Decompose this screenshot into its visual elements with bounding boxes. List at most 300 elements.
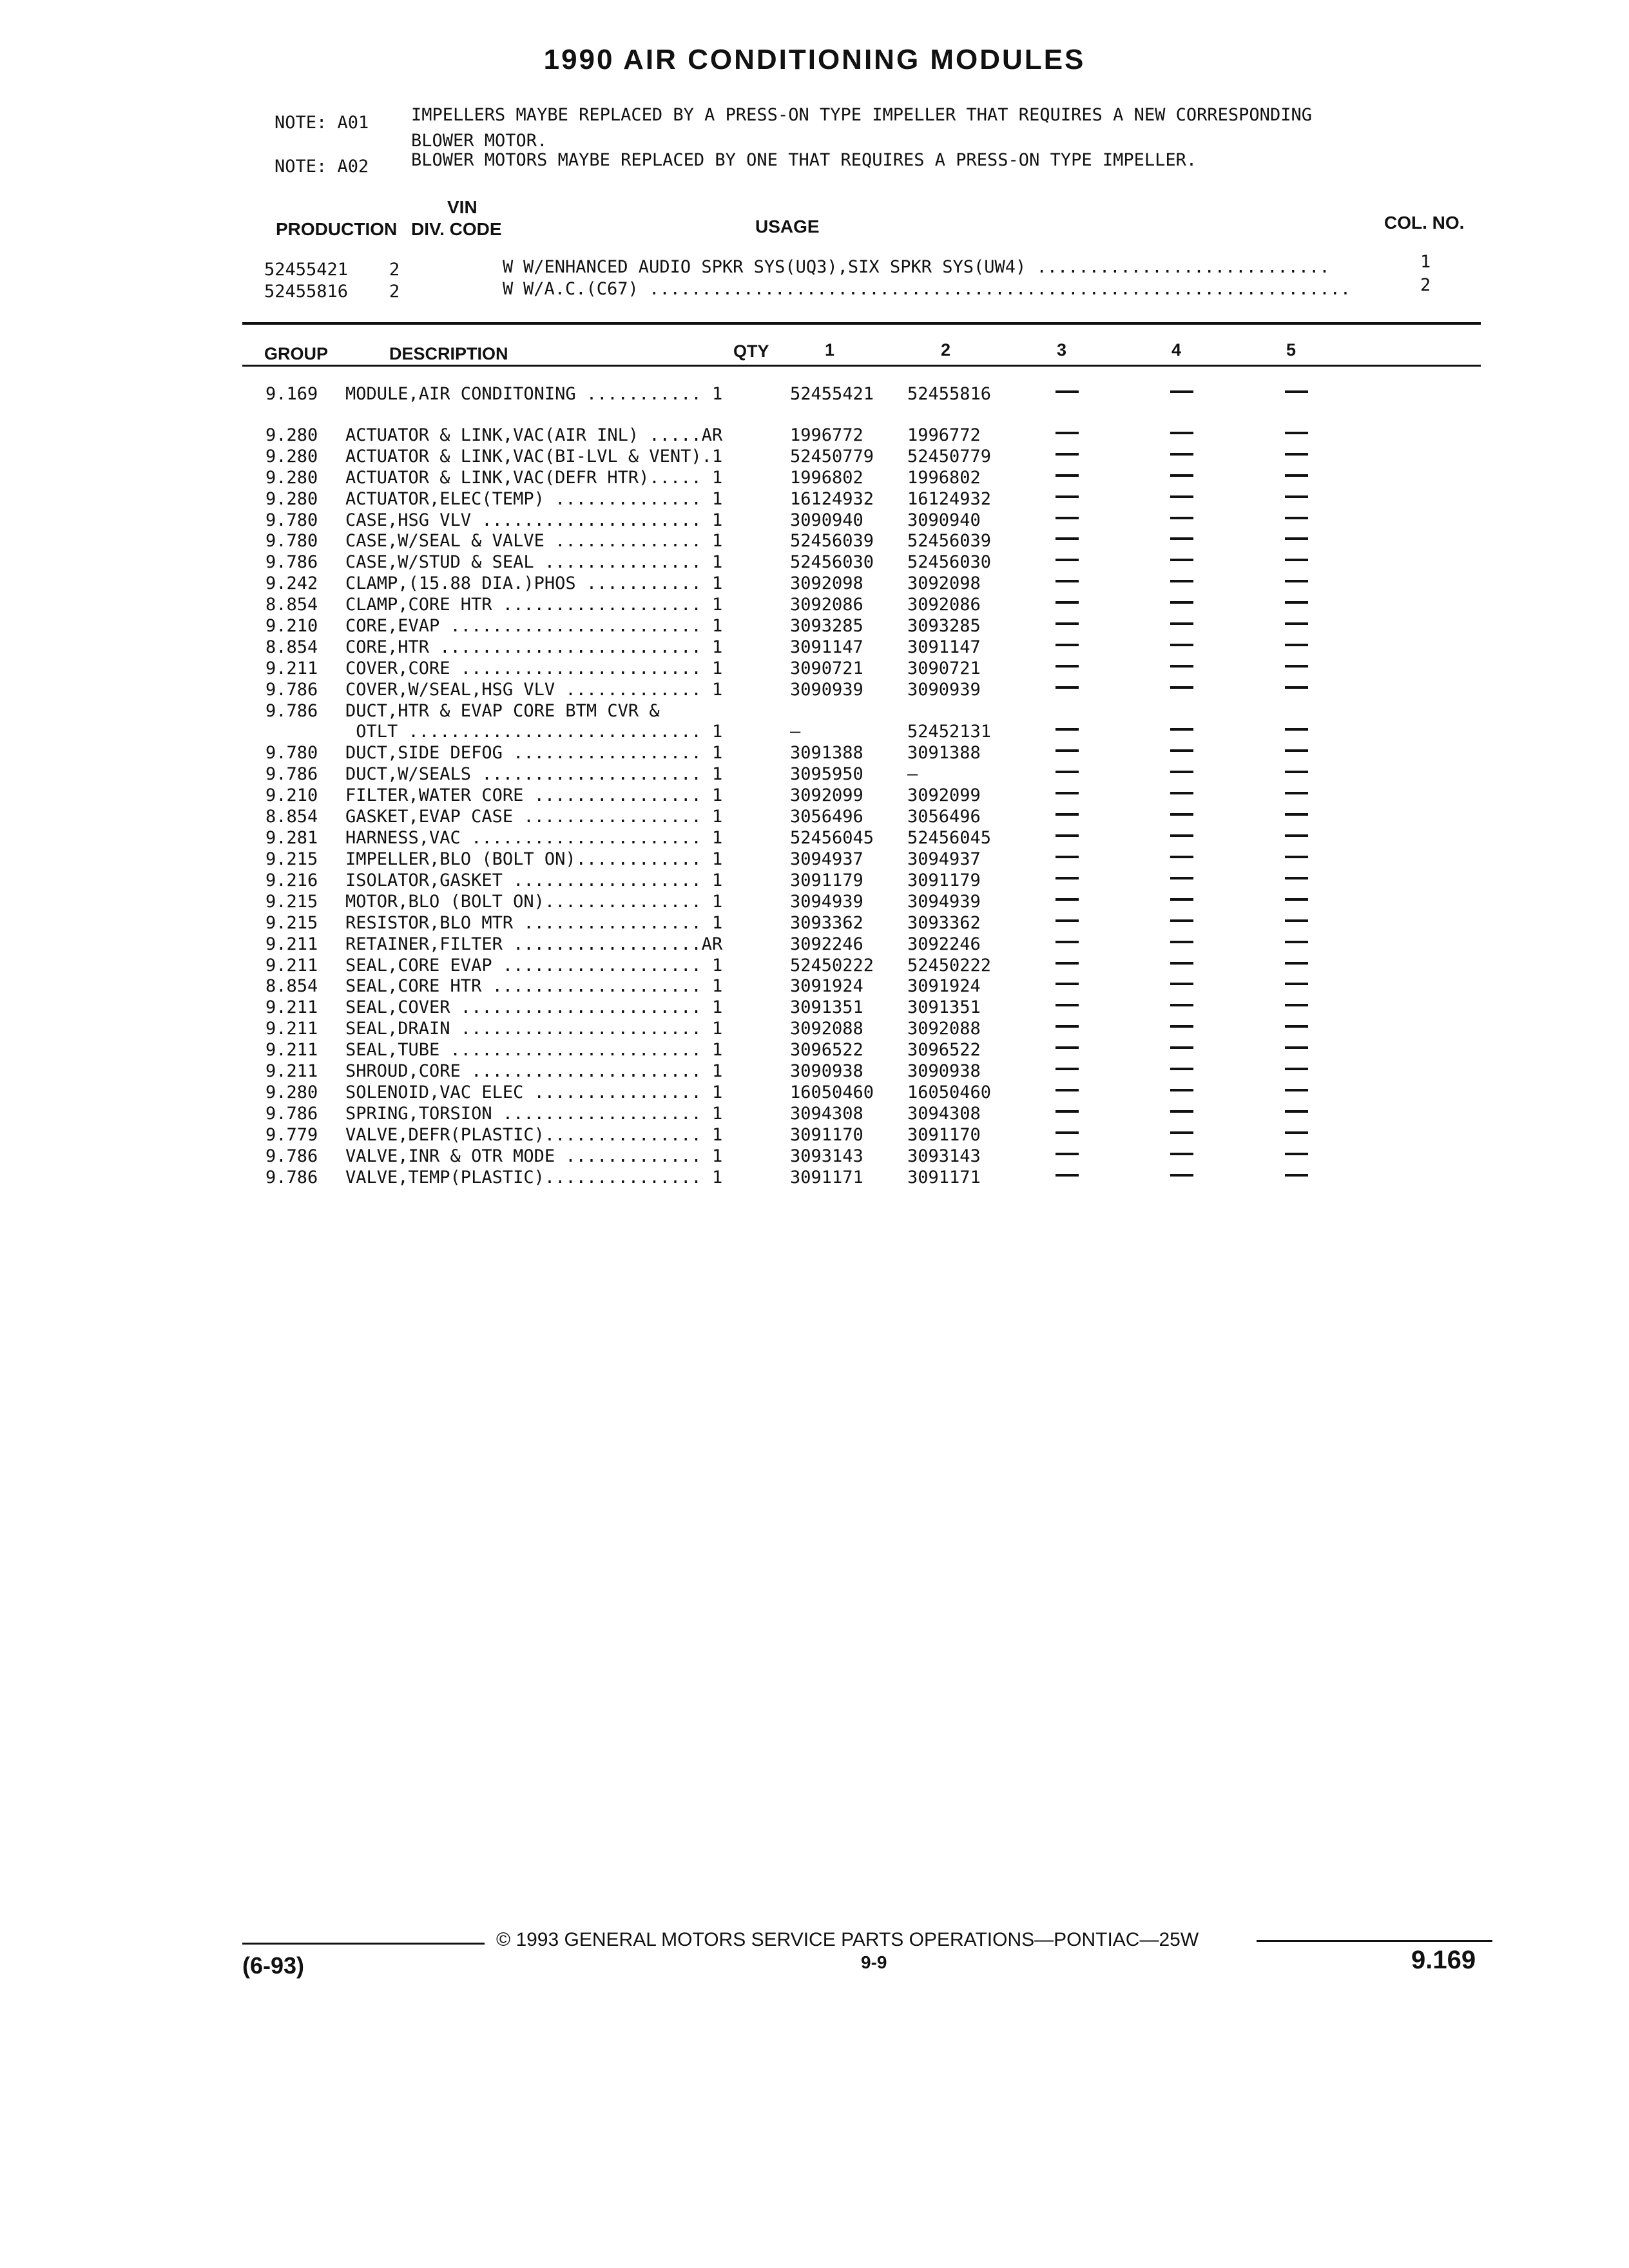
footer-rule-right: [1257, 1940, 1492, 1942]
part-number-col-2: 3093285: [907, 616, 981, 636]
group-cell: 9.786: [265, 1146, 318, 1166]
empty-col-4-dash: [1170, 580, 1193, 582]
table-row: [0, 785, 1629, 806]
part-number-col-2: 1996772: [907, 425, 981, 445]
table-row: [0, 913, 1629, 934]
part-number-col-1: 3091170: [790, 1125, 863, 1145]
table-row: [0, 1061, 1629, 1082]
group-cell: 9.780: [265, 510, 318, 530]
table-row: [0, 680, 1629, 700]
table-row: [0, 489, 1629, 510]
description-cell: SHROUD,CORE ...................... 1: [345, 1061, 723, 1081]
empty-col-4-dash: [1170, 1025, 1193, 1028]
table-top-rule: [242, 322, 1481, 325]
description-cell: CORE,HTR ......................... 1: [345, 637, 723, 657]
description-cell: VALVE,INR & OTR MODE ............. 1: [345, 1146, 723, 1166]
empty-col-4-dash: [1170, 1046, 1193, 1049]
description-cell: VALVE,DEFR(PLASTIC)............... 1: [345, 1125, 723, 1145]
description-cell: DUCT,SIDE DEFOG .................. 1: [345, 743, 723, 763]
table-row: [0, 1019, 1629, 1039]
part-number-col-1: 3094308: [790, 1104, 863, 1124]
empty-col-3-dash: [1055, 665, 1079, 668]
empty-col-3-dash: [1055, 1068, 1079, 1070]
part-number-col-1: 3093143: [790, 1146, 863, 1166]
group-cell: 9.169: [265, 384, 318, 404]
empty-col-4-dash: [1170, 962, 1193, 965]
table-row: [0, 956, 1629, 976]
group-cell: 9.210: [265, 616, 318, 636]
production-number: 52455421: [264, 260, 349, 280]
empty-col-3-dash: [1055, 1174, 1079, 1177]
empty-col-3-dash: [1055, 622, 1079, 625]
empty-col-4-dash: [1170, 792, 1193, 794]
empty-col-4-dash: [1170, 517, 1193, 519]
footer-rule-left: [242, 1943, 485, 1945]
empty-col-4-dash: [1170, 390, 1193, 393]
group-cell: 9.786: [265, 701, 318, 721]
description-cell: VALVE,TEMP(PLASTIC)............... 1: [345, 1168, 723, 1187]
part-number-col-1: 3096522: [790, 1040, 863, 1060]
group-cell: 9.281: [265, 828, 318, 848]
table-row: [0, 637, 1629, 658]
part-number-col-1: 3095950: [790, 764, 863, 784]
part-number-col-1: 3092098: [790, 573, 863, 593]
empty-col-3-dash: [1055, 962, 1079, 965]
description-cell: CASE,HSG VLV ..................... 1: [345, 510, 723, 530]
description-cell: DUCT,W/SEALS ..................... 1: [345, 764, 723, 784]
empty-col-5-dash: [1285, 1153, 1308, 1155]
table-row: [0, 1104, 1629, 1124]
col-5-header: 5: [1286, 340, 1296, 360]
description-cell: CASE,W/SEAL & VALVE .............. 1: [345, 531, 723, 551]
empty-col-4-dash: [1170, 1089, 1193, 1091]
part-number-col-2: 3091351: [907, 997, 981, 1017]
description-cell: ISOLATOR,GASKET .................. 1: [345, 870, 723, 890]
empty-col-4-dash: [1170, 771, 1193, 773]
empty-col-3-dash: [1055, 898, 1079, 901]
description-cell: COVER,W/SEAL,HSG VLV ............. 1: [345, 680, 723, 700]
page-title: 1990 AIR CONDITIONING MODULES: [543, 44, 1086, 75]
empty-col-5-dash: [1285, 941, 1308, 943]
description-cell: MOTOR,BLO (BOLT ON)............... 1: [345, 892, 723, 912]
empty-col-3-dash: [1055, 559, 1079, 561]
group-cell: 9.786: [265, 764, 318, 784]
description-cell: MODULE,AIR CONDITONING ........... 1: [345, 384, 723, 404]
part-number-col-2: 3056496: [907, 807, 981, 827]
part-number-col-1: 3091351: [790, 997, 863, 1017]
group-cell: 9.786: [265, 680, 318, 700]
empty-col-3-dash: [1055, 453, 1079, 456]
group-cell: 9.211: [265, 956, 318, 975]
part-number-col-2: 52452131: [907, 722, 992, 742]
empty-col-4-dash: [1170, 877, 1193, 879]
empty-col-5-dash: [1285, 983, 1308, 985]
part-number-col-1: 16050460: [790, 1082, 874, 1102]
description-header: DESCRIPTION: [389, 344, 508, 363]
empty-col-3-dash: [1055, 771, 1079, 773]
empty-col-4-dash: [1170, 941, 1193, 943]
empty-col-5-dash: [1285, 1110, 1308, 1113]
production-usage: W/A.C.(C67) ...................................................................: [523, 279, 1351, 299]
description-cell: IMPELLER,BLO (BOLT ON)............ 1: [345, 849, 723, 869]
part-number-col-1: 3092086: [790, 595, 863, 615]
table-row: [0, 468, 1629, 488]
table-row: [0, 997, 1629, 1018]
description-cell: GASKET,EVAP CASE ................. 1: [345, 807, 723, 827]
part-number-col-2: 3096522: [907, 1040, 981, 1060]
part-number-col-1: 3091179: [790, 870, 863, 890]
empty-col-3-dash: [1055, 1131, 1079, 1134]
empty-col-5-dash: [1285, 1046, 1308, 1049]
empty-col-5-dash: [1285, 495, 1308, 498]
group-cell: 9.242: [265, 573, 318, 593]
group-cell: 9.215: [265, 892, 318, 912]
empty-col-5-dash: [1285, 962, 1308, 965]
empty-col-4-dash: [1170, 834, 1193, 837]
part-number-col-1: 3094939: [790, 892, 863, 912]
table-row: [0, 807, 1629, 827]
table-row: [0, 764, 1629, 785]
empty-col-4-dash: [1170, 1068, 1193, 1070]
part-number-col-1: 52456030: [790, 552, 874, 572]
empty-col-4-dash: [1170, 537, 1193, 540]
part-number-col-2: 3091147: [907, 637, 981, 657]
empty-col-4-dash: [1170, 1004, 1193, 1006]
part-number-col-1: 3091171: [790, 1168, 863, 1187]
description-cell: RETAINER,FILTER ..................AR: [345, 934, 723, 954]
part-number-col-2: 52455816: [907, 384, 992, 404]
table-row: [0, 934, 1629, 955]
description-cell: SOLENOID,VAC ELEC ................ 1: [345, 1082, 723, 1102]
col-4-header: 4: [1171, 340, 1182, 360]
description-cell: CLAMP,CORE HTR ................... 1: [345, 595, 723, 615]
empty-col-4-dash: [1170, 686, 1193, 689]
table-row: [0, 849, 1629, 870]
empty-col-4-dash: [1170, 1153, 1193, 1155]
production-col: 1: [1420, 252, 1431, 272]
production-code: W: [503, 279, 514, 299]
part-number-col-1: 52455421: [790, 384, 874, 404]
part-number-col-2: 3091171: [907, 1168, 981, 1187]
empty-col-5-dash: [1285, 771, 1308, 773]
production-div: 2: [389, 282, 400, 302]
part-number-col-2: 52456045: [907, 828, 992, 848]
production-div: 2: [389, 260, 400, 280]
empty-col-4-dash: [1170, 728, 1193, 731]
col-3-header: 3: [1057, 340, 1067, 360]
empty-col-3-dash: [1055, 495, 1079, 498]
empty-col-3-dash: [1055, 580, 1079, 582]
part-number-col-1: 16124932: [790, 489, 874, 509]
group-cell: 9.786: [265, 1104, 318, 1124]
empty-col-4-dash: [1170, 644, 1193, 646]
description-cell: CLAMP,(15.88 DIA.)PHOS ........... 1: [345, 573, 723, 593]
table-row: [0, 531, 1629, 552]
empty-col-4-dash: [1170, 665, 1193, 668]
empty-col-5-dash: [1285, 749, 1308, 752]
group-cell: 9.780: [265, 531, 318, 551]
part-number-col-1: 52456039: [790, 531, 874, 551]
empty-col-3-dash: [1055, 792, 1079, 794]
part-number-col-2: 3092086: [907, 595, 981, 615]
empty-col-5-dash: [1285, 1004, 1308, 1006]
group-cell: 9.280: [265, 1082, 318, 1102]
part-number-col-1: 3094937: [790, 849, 863, 869]
empty-col-3-dash: [1055, 877, 1079, 879]
part-number-col-2: 3090939: [907, 680, 981, 700]
table-row: [0, 552, 1629, 573]
production-header: PRODUCTION: [276, 219, 398, 239]
group-header: GROUP: [264, 344, 329, 363]
empty-col-4-dash: [1170, 749, 1193, 752]
empty-col-4-dash: [1170, 856, 1193, 858]
group-cell: 9.280: [265, 447, 318, 466]
table-row: [0, 1146, 1629, 1167]
table-row: [0, 616, 1629, 637]
empty-col-3-dash: [1055, 1153, 1079, 1155]
table-row: [0, 447, 1629, 467]
part-number-col-2: 52450222: [907, 956, 992, 975]
empty-col-5-dash: [1285, 686, 1308, 689]
part-number-col-1: 52450222: [790, 956, 874, 975]
part-number-col-2: —: [907, 764, 918, 784]
group-cell: 9.215: [265, 913, 318, 933]
part-number-col-2: 3091170: [907, 1125, 981, 1145]
group-cell: 9.216: [265, 870, 318, 890]
description-cell: ACTUATOR & LINK,VAC(BI-LVL & VENT).1: [345, 447, 723, 466]
empty-col-5-dash: [1285, 792, 1308, 794]
empty-col-4-dash: [1170, 898, 1193, 901]
group-cell: 8.854: [265, 976, 318, 996]
empty-col-5-dash: [1285, 622, 1308, 625]
empty-col-5-dash: [1285, 728, 1308, 731]
table-row: [0, 743, 1629, 764]
part-number-col-1: 3093362: [790, 913, 863, 933]
group-cell: 8.854: [265, 807, 318, 827]
empty-col-5-dash: [1285, 856, 1308, 858]
part-number-col-1: 52456045: [790, 828, 874, 848]
empty-col-4-dash: [1170, 919, 1193, 922]
empty-col-3-dash: [1055, 1046, 1079, 1049]
table-header-rule: [242, 365, 1481, 367]
group-cell: 9.280: [265, 468, 318, 488]
table-row: [0, 1040, 1629, 1061]
part-number-col-1: 3056496: [790, 807, 863, 827]
group-cell: 9.210: [265, 785, 318, 805]
description-cell: FILTER,WATER CORE ................ 1: [345, 785, 723, 805]
empty-col-3-dash: [1055, 1110, 1079, 1113]
empty-col-4-dash: [1170, 1174, 1193, 1177]
group-cell: 8.854: [265, 595, 318, 615]
part-number-col-2: 3092246: [907, 934, 981, 954]
empty-col-5-dash: [1285, 537, 1308, 540]
description-cell: HARNESS,VAC ...................... 1: [345, 828, 723, 848]
part-number-col-1: 3091924: [790, 976, 863, 996]
empty-col-5-dash: [1285, 580, 1308, 582]
description-cell: ACTUATOR & LINK,VAC(AIR INL) .....AR: [345, 425, 723, 445]
empty-col-3-dash: [1055, 749, 1079, 752]
table-row: [0, 1168, 1629, 1188]
empty-col-3-dash: [1055, 537, 1079, 540]
part-number-col-1: 3091147: [790, 637, 863, 657]
group-cell: 9.280: [265, 425, 318, 445]
empty-col-3-dash: [1055, 728, 1079, 731]
empty-col-3-dash: [1055, 644, 1079, 646]
group-cell: 9.211: [265, 1061, 318, 1081]
usage-header: USAGE: [755, 216, 820, 236]
production-usage: W/ENHANCED AUDIO SPKR SYS(UQ3),SIX SPKR SYS(UW4) ............................: [523, 257, 1330, 277]
revision-date: (6-93): [242, 1952, 305, 1979]
table-row: [0, 1082, 1629, 1103]
table-row: [0, 425, 1629, 446]
empty-col-5-dash: [1285, 474, 1308, 477]
group-cell: 9.211: [265, 1019, 318, 1039]
description-cell: RESISTOR,BLO MTR ................. 1: [345, 913, 723, 933]
table-row: [0, 828, 1629, 849]
description-cell: CORE,EVAP ........................ 1: [345, 616, 723, 636]
section-number: 9.169: [1411, 1946, 1476, 1974]
div-code-header: DIV. CODE: [411, 219, 502, 239]
col-1-header: 1: [825, 340, 835, 360]
group-cell: 9.211: [265, 1040, 318, 1060]
empty-col-3-dash: [1055, 517, 1079, 519]
empty-col-5-dash: [1285, 665, 1308, 668]
table-row: [0, 573, 1629, 594]
group-cell: 9.780: [265, 743, 318, 763]
page-number: 9-9: [861, 1952, 887, 1972]
empty-col-5-dash: [1285, 898, 1308, 901]
table-row: [0, 595, 1629, 615]
empty-col-3-dash: [1055, 1004, 1079, 1006]
empty-col-5-dash: [1285, 644, 1308, 646]
table-row: [0, 976, 1629, 997]
part-number-col-2: 1996802: [907, 468, 981, 488]
empty-col-5-dash: [1285, 834, 1308, 837]
group-cell: 9.280: [265, 489, 318, 509]
empty-col-4-dash: [1170, 1131, 1193, 1134]
description-cell: DUCT,HTR & EVAP CORE BTM CVR &: [345, 701, 660, 721]
empty-col-5-dash: [1285, 1025, 1308, 1028]
empty-col-5-dash: [1285, 1089, 1308, 1091]
part-number-col-2: 3094939: [907, 892, 981, 912]
table-row: [0, 384, 1629, 405]
vin-header: VIN: [447, 197, 477, 217]
empty-col-5-dash: [1285, 453, 1308, 456]
empty-col-3-dash: [1055, 1025, 1079, 1028]
part-number-col-2: 3092088: [907, 1019, 981, 1039]
group-cell: 9.211: [265, 934, 318, 954]
description-cell: SEAL,CORE EVAP ................... 1: [345, 956, 723, 975]
empty-col-4-dash: [1170, 601, 1193, 604]
part-number-col-2: 3091388: [907, 743, 981, 763]
description-cell: ACTUATOR & LINK,VAC(DEFR HTR)..... 1: [345, 468, 723, 488]
part-number-col-2: 52450779: [907, 447, 992, 466]
empty-col-5-dash: [1285, 813, 1308, 816]
group-cell: 9.786: [265, 552, 318, 572]
part-number-col-2: 3091924: [907, 976, 981, 996]
group-cell: 9.211: [265, 658, 318, 678]
empty-col-5-dash: [1285, 1131, 1308, 1134]
empty-col-4-dash: [1170, 432, 1193, 434]
empty-col-5-dash: [1285, 1068, 1308, 1070]
col-2-header: 2: [941, 340, 951, 360]
empty-col-4-dash: [1170, 559, 1193, 561]
empty-col-3-dash: [1055, 834, 1079, 837]
empty-col-4-dash: [1170, 453, 1193, 456]
empty-col-5-dash: [1285, 390, 1308, 393]
note-label: NOTE: A02: [275, 157, 369, 177]
part-number-col-1: 1996802: [790, 468, 863, 488]
table-row: [0, 658, 1629, 679]
group-cell: 9.215: [265, 849, 318, 869]
group-cell: 9.786: [265, 1168, 318, 1187]
empty-col-4-dash: [1170, 813, 1193, 816]
part-number-col-2: 52456030: [907, 552, 992, 572]
part-number-col-1: 3090938: [790, 1061, 863, 1081]
part-number-col-2: 16050460: [907, 1082, 992, 1102]
part-number-col-2: 3090938: [907, 1061, 981, 1081]
qty-header: QTY: [733, 341, 769, 361]
empty-col-3-dash: [1055, 983, 1079, 985]
part-number-col-2: 3092099: [907, 785, 981, 805]
empty-col-3-dash: [1055, 813, 1079, 816]
empty-col-5-dash: [1285, 877, 1308, 879]
part-number-col-1: 1996772: [790, 425, 863, 445]
description-cell: COVER,CORE ....................... 1: [345, 658, 723, 678]
empty-col-3-dash: [1055, 1089, 1079, 1091]
production-code: W: [503, 257, 514, 277]
part-number-col-1: 3092246: [790, 934, 863, 954]
note-text-continued: BLOWER MOTOR.: [411, 131, 548, 151]
part-number-col-2: 3093362: [907, 913, 981, 933]
production-col: 2: [1420, 275, 1431, 295]
table-row: [0, 870, 1629, 891]
description-cell: SEAL,TUBE ........................ 1: [345, 1040, 723, 1060]
empty-col-3-dash: [1055, 686, 1079, 689]
part-number-col-2: 16124932: [907, 489, 992, 509]
part-number-col-1: 3091388: [790, 743, 863, 763]
empty-col-4-dash: [1170, 474, 1193, 477]
description-cell: SEAL,CORE HTR .................... 1: [345, 976, 723, 996]
empty-col-4-dash: [1170, 1110, 1193, 1113]
empty-col-5-dash: [1285, 919, 1308, 922]
part-number-col-1: 3093285: [790, 616, 863, 636]
group-cell: 9.211: [265, 997, 318, 1017]
empty-col-3-dash: [1055, 432, 1079, 434]
empty-col-4-dash: [1170, 622, 1193, 625]
empty-col-5-dash: [1285, 517, 1308, 519]
part-number-col-2: 3093143: [907, 1146, 981, 1166]
part-number-col-1: 3090939: [790, 680, 863, 700]
part-number-col-2: 3092098: [907, 573, 981, 593]
part-number-col-2: 3094937: [907, 849, 981, 869]
table-row: [0, 1125, 1629, 1146]
part-number-col-2: 3090940: [907, 510, 981, 530]
empty-col-3-dash: [1055, 601, 1079, 604]
table-row: [0, 510, 1629, 531]
group-cell: 9.779: [265, 1125, 318, 1145]
note-label: NOTE: A01: [275, 113, 369, 133]
description-cell: SEAL,DRAIN ....................... 1: [345, 1019, 723, 1039]
empty-col-3-dash: [1055, 941, 1079, 943]
table-row: [0, 892, 1629, 912]
empty-col-3-dash: [1055, 390, 1079, 393]
part-number-col-2: 3094308: [907, 1104, 981, 1124]
note-text: IMPELLERS MAYBE REPLACED BY A PRESS-ON TYPE IMPELLER THAT REQUIRES A NEW CORRESPONDING: [411, 105, 1312, 125]
part-number-col-1: —: [790, 722, 801, 742]
col-no-header: COL. NO.: [1384, 213, 1465, 233]
part-number-col-1: 3090721: [790, 658, 863, 678]
